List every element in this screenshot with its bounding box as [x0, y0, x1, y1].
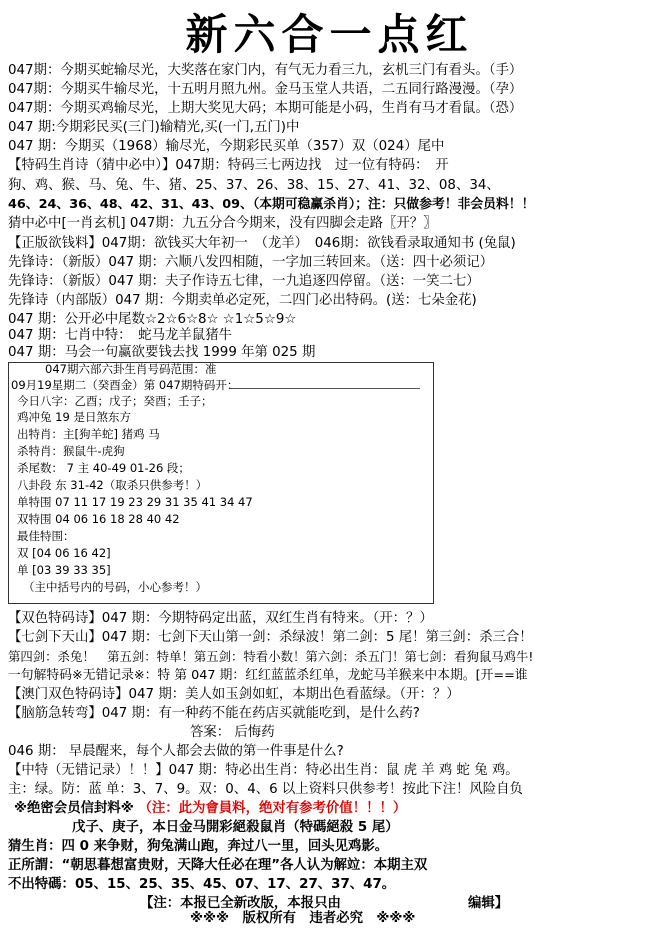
text-line: 46、24、36、48、42、31、43、09、（本期可稳赢杀肖）；注：只做参考！非会员料！！ — [8, 197, 535, 212]
text-line: 答案： 后悔药 — [190, 725, 275, 740]
text-line: 【七剑下天山】047 期：七剑下天山第一剑：杀绿波！第二剑：5 尾！第三剑：杀三合！ — [8, 630, 533, 645]
info-box — [8, 362, 434, 604]
box-date-line: 09月19星期二（癸酉金）第 047期特码开： — [11, 378, 239, 392]
box-bagua: 八卦段 东 31-42（取杀只供参考！） — [17, 478, 208, 492]
box-shuang: 双特围 04 06 16 18 28 40 42 — [17, 512, 180, 526]
box-best-shuang: 双 [04 06 16 42] — [17, 546, 111, 560]
text-line: 【特码生肖诗（猜中必中）】047期：特码三七两边找 过一位有特码： 开 — [8, 158, 449, 173]
text-line: 【正版欲钱料】047期：欲钱买大年初一 （龙羊） 046期：欲钱看录取通知书 (兔鼠) — [8, 236, 516, 251]
text-line: 047 期：马会一句赢欲要钱去找 1999 年第 025 期 — [8, 345, 316, 360]
copyright: ※※※ 版权所有 违者必究 ※※※ — [190, 911, 416, 926]
footer-note: 【注：本报已全新改版，本报只由 — [140, 896, 341, 911]
buchu-line: 不出特碼：05、15、25、35、45、07、17、27、37、47。 — [8, 877, 396, 892]
text-line: 【中特（无错记录）！！】047 期：特必出生肖：特必出生肖：鼠 虎 羊 鸡 蛇 兔 鸡。 — [8, 763, 519, 778]
box-best-dan: 单 [03 39 33 35] — [17, 563, 111, 577]
kill-line: 戊子、庚子，本日金马開彩絕殺鼠肖（特碼絕殺 5 尾） — [72, 820, 399, 835]
text-line: 047 期：公开必中尾数☆2☆6☆8☆ ☆1☆5☆9☆ — [8, 312, 297, 327]
footer-edit: 编辑】 — [468, 896, 509, 911]
text-line: 狗、鸡、猴、马、兔、牛、猪、25、37、26、38、15、27、41、32、08、34、 — [8, 178, 500, 193]
box-top-line: 047期六部六卦生肖号码范围：准 — [45, 362, 217, 376]
box-sha-xiao: 杀特肖：猴鼠牛-虎狗 — [17, 444, 125, 458]
text-line: 047期：今期买蛇输尽光，大奖落在家门内，有气无力看三九，玄机三门有看头。（手） — [8, 63, 523, 78]
text-line: 047期：今期买鸡输尽光，上期大奖见大码；本期可能是小码，生肖有马才看鼠。（恐） — [8, 101, 523, 116]
text-line: 047 期：今期买（1968）输尽光，今期彩民买单（357）双（024）尾中 — [8, 139, 445, 154]
vip-label: ※绝密会员信封料※ — [14, 801, 134, 816]
text-line: 047 期：七肖中特： 蛇马龙羊鼠猪牛 — [8, 328, 232, 343]
text-line: 第四剑：杀兔！ 第五剑：特单！第五剑：特看小数！第六剑：杀五门！第七剑：看狗鼠马鸡牛! — [8, 649, 534, 664]
box-bazi: 今日八字：乙酉；戊子；癸酉；壬子； — [17, 394, 213, 408]
box-dan: 单特围 07 11 17 19 23 29 31 35 41 34 47 — [17, 495, 253, 509]
text-line: 047期：今期买牛输尽光，十五明月照九州。金马玉堂人共语，二五同行路漫漫。（孕） — [8, 82, 523, 97]
text-line: 一句解特码※无错记录※：特 第 047 期：红红蓝蓝杀红单，龙蛇马羊猴来中本期。[开==谁 — [8, 668, 528, 683]
text-line: 先锋诗：（新版）047 期：夫子作诗五七律，一九追逐四停留。（送：一笑二七） — [8, 274, 480, 289]
text-line: 先锋诗：（新版）047 期：六顺八发四相随，一字加三转回来。（送：四十必须记） — [8, 255, 494, 270]
divider — [230, 388, 420, 389]
zheng-line: 正所謂：“朝思暮想富贵财，天降大任必在理”各人认为解竝：本期主双 — [8, 858, 428, 873]
text-line: 【双色特码诗】047 期：今期特码定出蓝，双红生肖有特来。（开：？） — [8, 611, 433, 626]
box-chu: 出特肖：主[狗羊蛇] 猪鸡 马 — [17, 427, 160, 441]
box-note: （主中括号内的号码，小心参考！） — [23, 580, 207, 594]
page-title: 新六合一点红 — [185, 10, 474, 59]
text-line: 主：绿。防：蓝 单：3、7、9。双：0、4、6 以上资料只供参考！按此下注！风险自负 — [8, 782, 523, 797]
box-best: 最佳特围： — [17, 529, 75, 543]
text-line: 047 期:今期彩民买(三门)输精光,买(一门,五门)中 — [8, 120, 300, 135]
guess-line: 猜生肖：四 0 来争财，狗兔满山跑，奔过八一里，回头见鸡影。 — [8, 839, 389, 854]
vip-note: （注：此为會員料，绝对有参考价值！！！） — [138, 801, 407, 816]
text-line: 猜中必中[一肖玄机] 047期：九五分合今期来，没有四脚会走路〖开？〗 — [8, 216, 437, 231]
text-line: 046 期： 早晨醒来，每个人都会去做的第一件事是什么? — [8, 744, 344, 759]
box-sha-wei: 杀尾数： 7 主 40-49 01-26 段； — [17, 461, 190, 475]
text-line: 先锋诗（内部版）047 期：今期卖单必定死，二四门必出特码。(送：七朵金花) — [8, 293, 477, 308]
text-line: 【脑筋急转弯】047 期：有一种药不能在药店买就能吃到，是什么药? — [8, 706, 420, 721]
text-line: 【澳门双色特码诗】047 期：美人如玉剑如虹，本期出色看蓝绿。（开：？） — [8, 687, 460, 702]
vip-line — [14, 800, 406, 818]
box-chong: 鸡冲兔 19 是日煞东方 — [17, 410, 131, 424]
